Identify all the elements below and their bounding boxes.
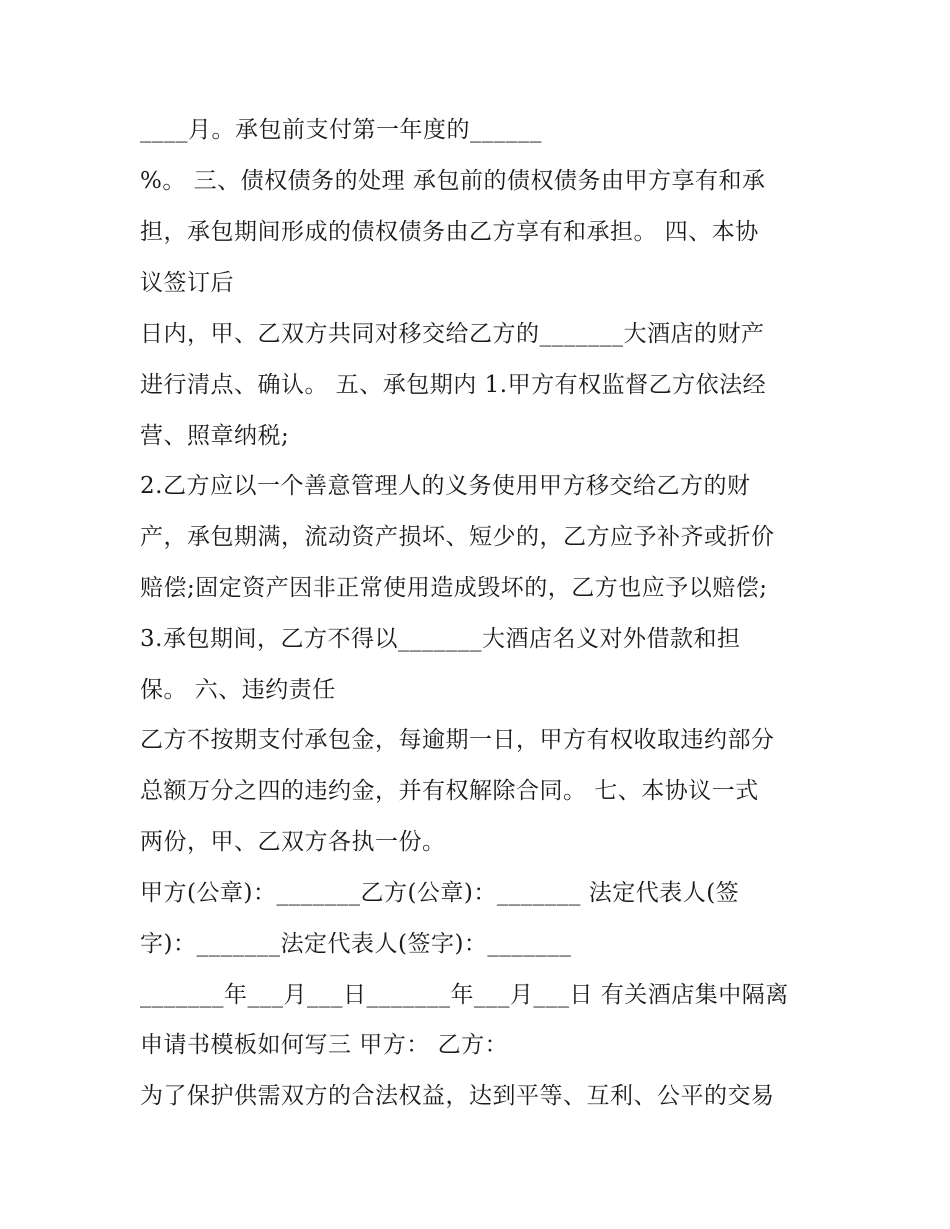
text-line: ____月。承包前支付第一年度的______ xyxy=(140,117,542,143)
text-line: %。 三、债权债务的处理 承包前的债权债务由甲方享有和承 xyxy=(140,168,766,194)
text-line: 保。 六、违约责任 xyxy=(140,677,336,703)
text-line: 2.乙方应以一个善意管理人的义务使用甲方移交给乙方的财 xyxy=(140,473,751,499)
text-line: 日内，甲、乙双方共同对移交给乙方的_______大酒店的财产 xyxy=(140,321,765,347)
text-line: 申请书模板如何写三 甲方： 乙方： xyxy=(140,1032,509,1058)
text-line: 营、照章纳税; xyxy=(140,423,290,449)
text-line: 议签订后 xyxy=(140,270,234,296)
text-line: 赔偿;固定资产因非正常使用造成毁坏的，乙方也应予以赔偿; xyxy=(140,575,768,601)
text-line: 进行清点、确认。 五、承包期内 1.甲方有权监督乙方依法经 xyxy=(140,372,767,398)
text-line: 担，承包期间形成的债权债务由乙方享有和承担。 四、本协 xyxy=(140,219,759,245)
text-line: 3.承包期间，乙方不得以_______大酒店名义对外借款和担 xyxy=(140,626,741,652)
text-line: 字)：_______法定代表人(签字)：_______ xyxy=(140,931,572,957)
text-line: 产，承包期满，流动资产损坏、短少的，乙方应予补齐或折价 xyxy=(140,524,775,550)
text-line: 为了保护供需双方的合法权益，达到平等、互利、公平的交易 xyxy=(140,1083,775,1109)
text-line: 甲方(公章)：_______乙方(公章)：_______ 法定代表人(签 xyxy=(140,880,740,906)
text-line: 乙方不按期支付承包金，每逾期一日，甲方有权收取违约部分 xyxy=(140,727,775,753)
text-line: _______年___月___日_______年___月___日 有关酒店集中隔离 xyxy=(140,982,789,1008)
text-line: 总额万分之四的违约金，并有权解除合同。 七、本协议一式 xyxy=(140,778,759,804)
text-line: 两份，甲、乙双方各执一份。 xyxy=(140,829,446,855)
